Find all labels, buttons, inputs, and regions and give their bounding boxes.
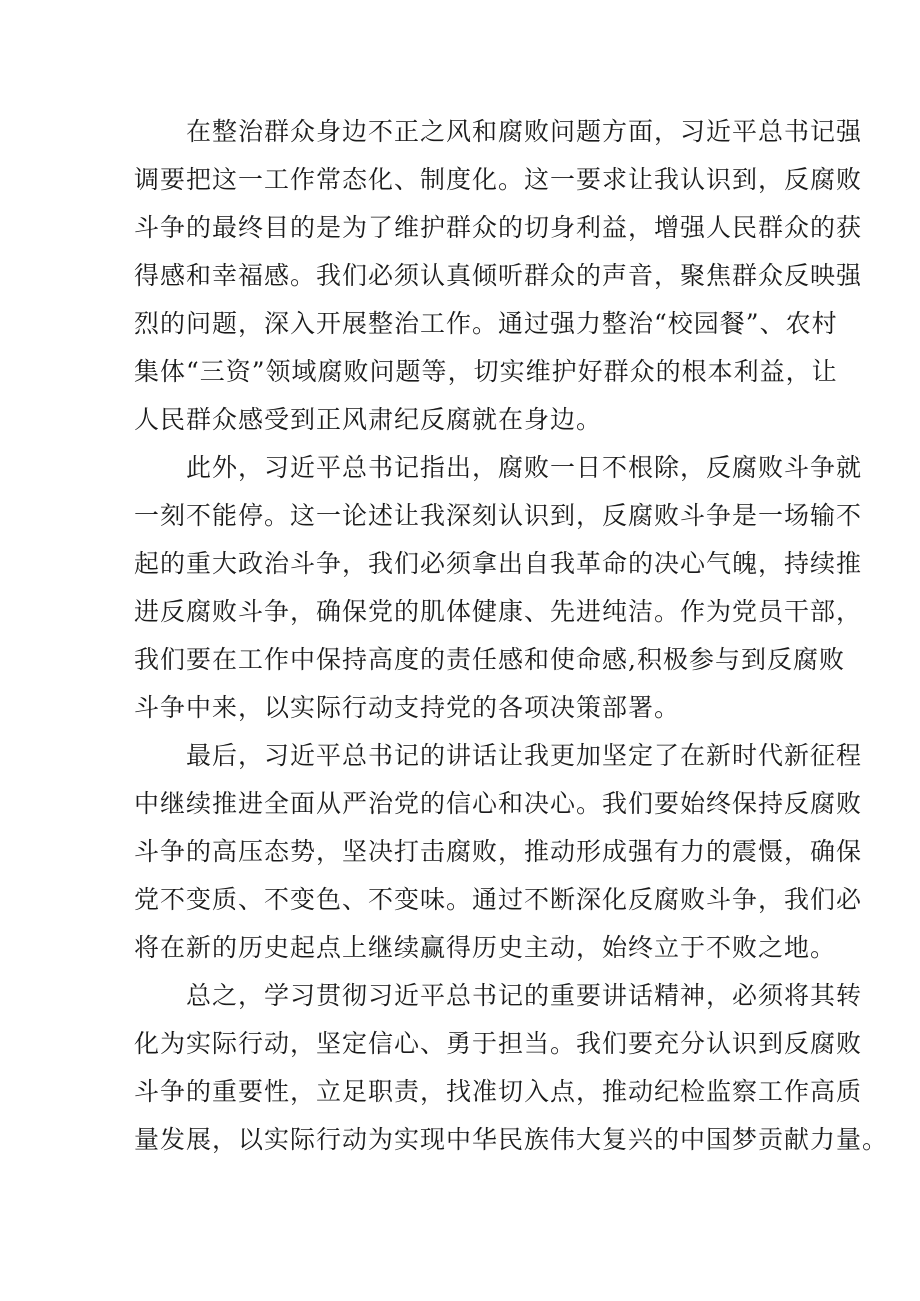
text-line: 得感和幸福感。我们必须认真倾听群众的声音，聚焦群众反映强 [134, 261, 863, 290]
text-line: 化为实际行动，坚定信心、勇于担当。我们要充分认识到反腐败 [134, 1029, 863, 1058]
paragraph-1 [134, 108, 863, 444]
text-line: 中继续推进全面从严治党的信心和决心。我们要始终保持反腐败 [134, 789, 863, 818]
text-line: 总之，学习贯彻习近平总书记的重要讲话精神，必须将其转 [186, 981, 863, 1010]
text-line: 调要把这一工作常态化、制度化。这一要求让我认识到，反腐败 [134, 165, 863, 194]
text-line: 斗争的高压态势，坚决打击腐败，推动形成强有力的震慑，确保 [134, 837, 863, 866]
text-line: 在整治群众身边不正之风和腐败问题方面，习近平总书记强 [186, 117, 863, 146]
text-line: 烈的问题，深入开展整治工作。通过强力整治“校园餐”、农村 [134, 309, 838, 338]
text-line: 起的重大政治斗争，我们必须拿出自我革命的决心气魄，持续推 [134, 549, 863, 578]
text-line: 此外，习近平总书记指出，腐败一日不根除，反腐败斗争就 [186, 453, 863, 482]
paragraph-3 [134, 732, 863, 972]
text-line: 将在新的历史起点上继续赢得历史主动，始终立于不败之地。 [134, 933, 837, 962]
text-line: 进反腐败斗争，确保党的肌体健康、先进纯洁。作为党员干部， [134, 597, 863, 626]
text-line: 量发展，以实际行动为实现中华民族伟大复兴的中国梦贡献力量。 [134, 1125, 889, 1154]
text-line: 最后，习近平总书记的讲话让我更加坚定了在新时代新征程 [186, 741, 863, 770]
paragraph-4 [134, 972, 889, 1164]
text-line: 一刻不能停。这一论述让我深刻认识到，反腐败斗争是一场输不 [134, 501, 863, 530]
text-line: 人民群众感受到正风肃纪反腐就在身边。 [134, 405, 603, 434]
text-line: 集体“三资”领域腐败问题等，切实维护好群众的根本利益，让 [134, 357, 838, 386]
text-line: 斗争的重要性，立足职责，找准切入点，推动纪检监察工作高质 [134, 1077, 863, 1106]
document-body [134, 108, 889, 1164]
text-line: 党不变质、不变色、不变味。通过不断深化反腐败斗争，我们必 [134, 885, 863, 914]
text-line: 斗争的最终目的是为了维护群众的切身利益，增强人民群众的获 [134, 213, 863, 242]
text-line: 斗争中来，以实际行动支持党的各项决策部署。 [134, 693, 681, 722]
paragraph-2 [134, 444, 863, 732]
text-line: 我们要在工作中保持高度的责任感和使命感,积极参与到反腐败 [134, 645, 845, 674]
